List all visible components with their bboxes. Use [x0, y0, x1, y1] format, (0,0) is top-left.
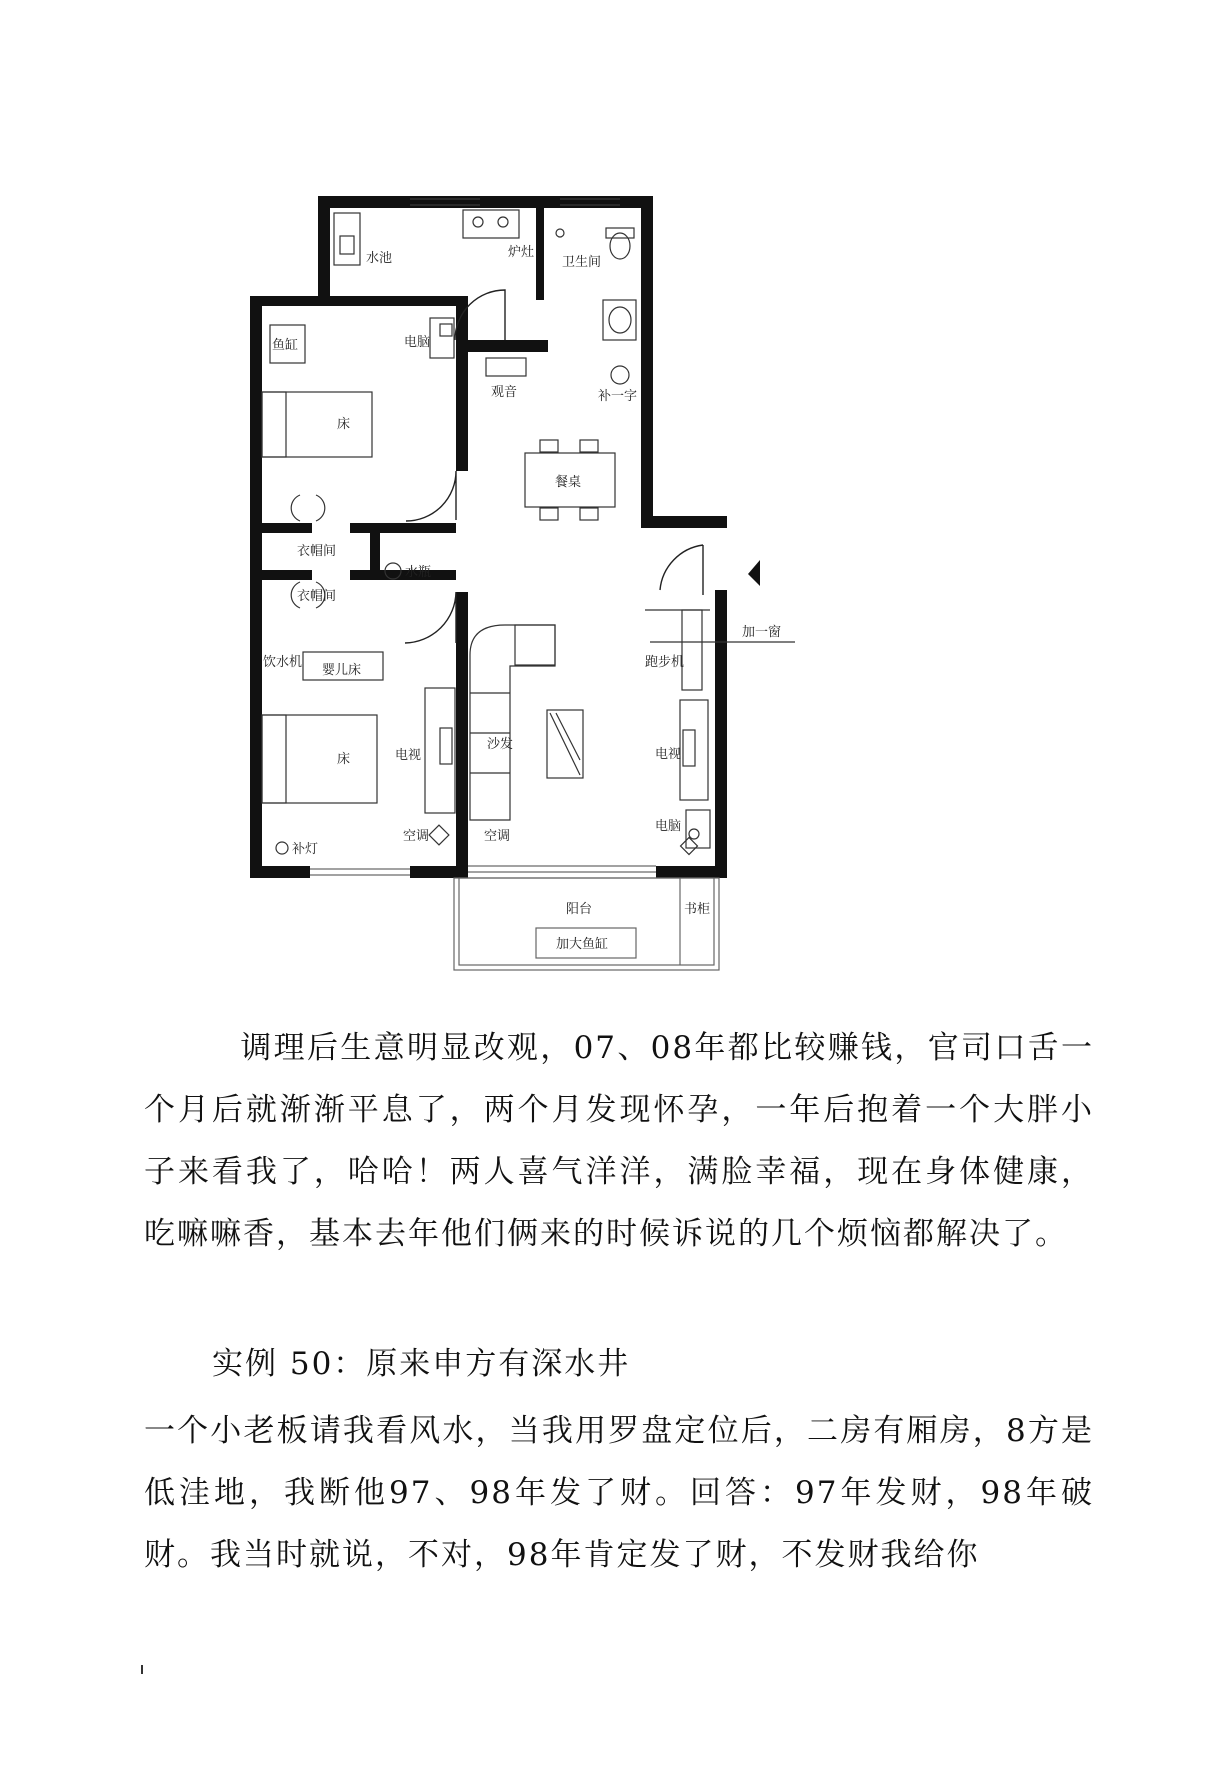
label-fish-tank: 鱼缸 [272, 338, 299, 353]
label-fortune: 补一字 [598, 389, 638, 404]
label-stove: 炉灶 [508, 245, 535, 260]
entry-arrow-icon [748, 560, 760, 586]
label-big-fish-tank: 加大鱼缸 [556, 937, 609, 952]
label-wardrobe-2: 衣帽间 [297, 589, 337, 604]
label-guanyin: 观音 [491, 385, 518, 400]
page-mark [141, 1665, 143, 1674]
label-floor-lamp: 补灯 [292, 842, 319, 857]
section-heading: 实例 50：原来申方有深水井 [212, 1346, 631, 1382]
label-ac-2: 空调 [484, 829, 511, 844]
label-bookcase: 书柜 [684, 902, 711, 917]
paragraph-1-text: 调理后生意明显改观，07、08年都比较赚钱，官司口舌一个月后就渐渐平息了，两个月发现怀孕，一年后抱着一个大胖小子来看我了，哈哈！两人喜气洋洋，满脸幸福，现在身体健康，吃嘛嘛香，基本去年他们俩来的时候诉说的几个烦恼都解决了。 [144, 1030, 1094, 1252]
paragraph-1 [144, 1017, 1094, 1265]
label-crib: 婴儿床 [322, 663, 362, 678]
label-bed-1: 床 [337, 417, 351, 432]
label-water-vase: 水瓶 [405, 565, 432, 580]
label-ac-1: 空调 [403, 829, 430, 844]
label-tv-2: 电视 [655, 747, 682, 762]
label-tv-1: 电视 [395, 748, 422, 763]
label-toilet: 卫生间 [562, 255, 602, 270]
paragraph-2: 一个小老板请我看风水，当我用罗盘定位后，二房有厢房，8方是低洼地，我断他97、98年发了财。回答：97年发财，98年破财。我当时就说，不对，98年肯定发了财，不发财我给你 [144, 1413, 1094, 1573]
balcony-outline [454, 878, 719, 970]
doors [405, 290, 703, 643]
walls [250, 196, 727, 878]
label-treadmill: 跑步机 [645, 655, 685, 670]
label-sink: 水池 [366, 251, 393, 266]
label-door-mark: 加一窗 [742, 625, 782, 640]
label-computer-2: 电脑 [655, 819, 682, 834]
label-dining-table: 餐桌 [555, 475, 582, 490]
label-wardrobe-1: 衣帽间 [297, 544, 337, 559]
label-water-dispenser: 饮水机 [263, 655, 303, 670]
label-sofa: 沙发 [487, 737, 514, 752]
label-computer-1: 电脑 [404, 335, 431, 350]
label-balcony: 阳台 [566, 902, 593, 917]
label-bed-2: 床 [337, 752, 351, 767]
